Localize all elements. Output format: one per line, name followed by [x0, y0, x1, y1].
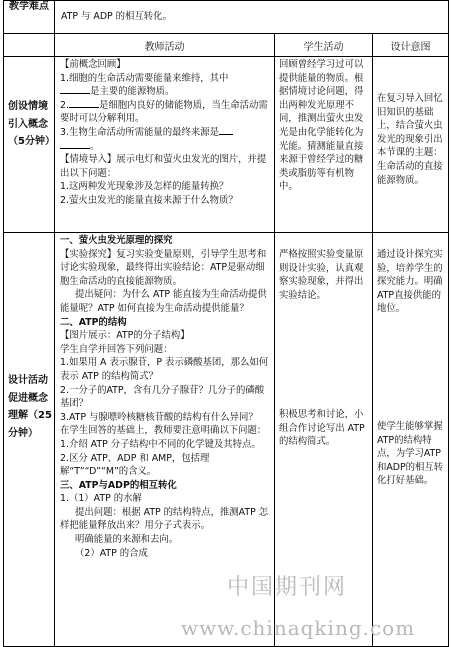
heading-atp-adp-conversion: 三、ATP与ADP的相互转化: [60, 479, 177, 491]
intro-question-2: 2.萤火虫发光的能量直接来源于什么物质？: [60, 194, 238, 206]
hydrolysis-question: 提出问题：根据 ATP 的结构特点，推测ATP 怎样把能量释放出来？用分子式表示。: [60, 506, 269, 532]
structure-question-1: 1.如果用 A 表示腺苷，P 表示磷酸基团，那么如何表示 ATP 的结构简式？: [60, 357, 269, 382]
row-divider: [3, 232, 449, 233]
section2-student-activity-b: 积极思考和讨论，小组合作讨论写出 ATP 的结构简式。: [279, 409, 365, 448]
experiment-text: 【实验探究】复习实验变量原则，引导学生思考和讨论实验现象，最终得出实验结论：ATP是驱动细胞生命活动的直接能源物质。: [60, 248, 267, 287]
header-intent: 设计意图: [390, 42, 431, 53]
header-student: 学生活动: [303, 42, 344, 53]
heading-firefly-principle: 一、萤火虫发光原理的探究: [60, 235, 173, 246]
row-divider: [3, 56, 449, 57]
blank-line: [60, 140, 90, 149]
review-question-3: 3.生物生命活动所需能量的最终来源是: [60, 126, 219, 138]
structure-question-2: 2.一分子的ATP，含有几分子腺苷？几分子的磷酸基团？: [60, 384, 265, 410]
watermark-chinese: 中国期刊网: [227, 575, 348, 600]
heading-atp-structure: 二、ATP的结构: [60, 316, 127, 328]
review-question-2: 是细胞内良好的储能物质，当生命活动需要时可以分解利用。: [60, 99, 268, 125]
self-study-text: 学生自学并回答下列问题：: [60, 343, 173, 355]
watermark-url: www.chinaqking.com: [181, 616, 416, 640]
synthesis-heading: （2）ATP 的合成: [75, 547, 148, 559]
table-border-left: [3, 0, 4, 647]
col-divider: [372, 33, 373, 647]
structure-question-3: 3.ATP 与腺嘌呤核糖核苷酸的结构有什么异同？: [60, 411, 258, 423]
review-question-1: 1.细胞的生命活动需要能量来维持，其中: [60, 72, 229, 84]
difficulty-content: ATP 与 ADP 的相互转化。: [61, 11, 172, 22]
intro-question-1: 1.这两种发光现象涉及怎样的能量转换？: [60, 181, 229, 193]
clarify-point-1: 1.介绍 ATP 分子结构中不同的化学键及其特点。: [60, 438, 261, 450]
clarify-point-2: 2.区分 ATP、ADP 和 AMP，包括理解“T”“D”“M”的含义。: [60, 452, 210, 478]
blank-line: [69, 99, 99, 108]
section2-teacher-activity: [60, 234, 270, 560]
energy-source-text: 明确能量的来源和去向。: [75, 534, 179, 546]
intro-text: 展示电灯和萤火虫发光的图片，并提出以下问题：: [60, 154, 267, 179]
col-divider: [54, 0, 55, 647]
blank-line: [60, 85, 90, 94]
row-label-difficulty: 教学难点: [9, 1, 49, 12]
section2-design-intent-b: 使学生能够掌握ATP的结构特点，为学习ATP和ADP的相互转化打好基础。: [377, 421, 444, 487]
section2-student-activity-a: 严格按照实验变量原则设计实验，认真观察实验现象，并得出实验结论。: [279, 249, 364, 301]
blank-line: [219, 126, 233, 135]
section1-student-activity: 回顾曾经学习过可以提供能量的物质。根据情境讨论问题，得出两种发光原理不同，推测出萤火虫发光是由化学能转化为光能。猜测能量直接来源于曾经学过的糖类或脂肪等有机物中。: [279, 59, 364, 193]
row-divider: [3, 33, 449, 34]
image-display-text: 【图片展示：ATP的分子结构】: [60, 330, 190, 342]
header-teacher: 教师活动: [144, 42, 185, 53]
intro-heading: 【情境导入】: [60, 154, 117, 166]
teacher-clarify-text: 在学生回答的基础上，教师要注意明确以下问题：: [60, 425, 267, 437]
section2-design-intent-a: 通过设计探究实验，培养学生的探究能力。明确ATP直接供能的地位。: [377, 249, 443, 315]
col-divider: [274, 33, 275, 647]
section-label-activity: 设计活动促进概念理解（25分钟）: [8, 375, 52, 439]
section-label-intro: 创设情境引入概念（5分钟）: [8, 101, 55, 147]
section1-teacher-activity: 【前概念回顾】 1.细胞的生命活动需要能量来维持，其中 是主要的能源物质。 2. 是细胞内良好的储能物质，当生命活动需要时可以分解利用。 3.生物生命活动所需能量的最终来源是 。 【情境导入】展示电灯和萤火虫发光的图片，并提出以下问题： 1.这两种发光现象涉及怎样的能量转换？ 2.萤火虫发光的能量直接来源于什么物质？: [60, 58, 270, 208]
hydrolysis-heading: 1.（1）ATP 的水解: [60, 493, 142, 505]
lesson-plan-table: [3, 0, 449, 647]
question-text: 提出疑问：为什么 ATP 能直接为生命活动提供能量呢？ATP 如何直接为生命活动提供能量？: [60, 289, 267, 314]
table-border-right: [448, 0, 449, 647]
review-question-1b: 是主要的能源物质。: [90, 86, 175, 98]
table-border-top: [3, 0, 449, 1]
section1-design-intent: 在复习导入回忆旧知识的基础上，结合萤火虫发光的现象引出本节课的主题：生命活动的直接能源物质。: [377, 93, 443, 186]
review-heading: 【前概念回顾】: [60, 59, 126, 70]
